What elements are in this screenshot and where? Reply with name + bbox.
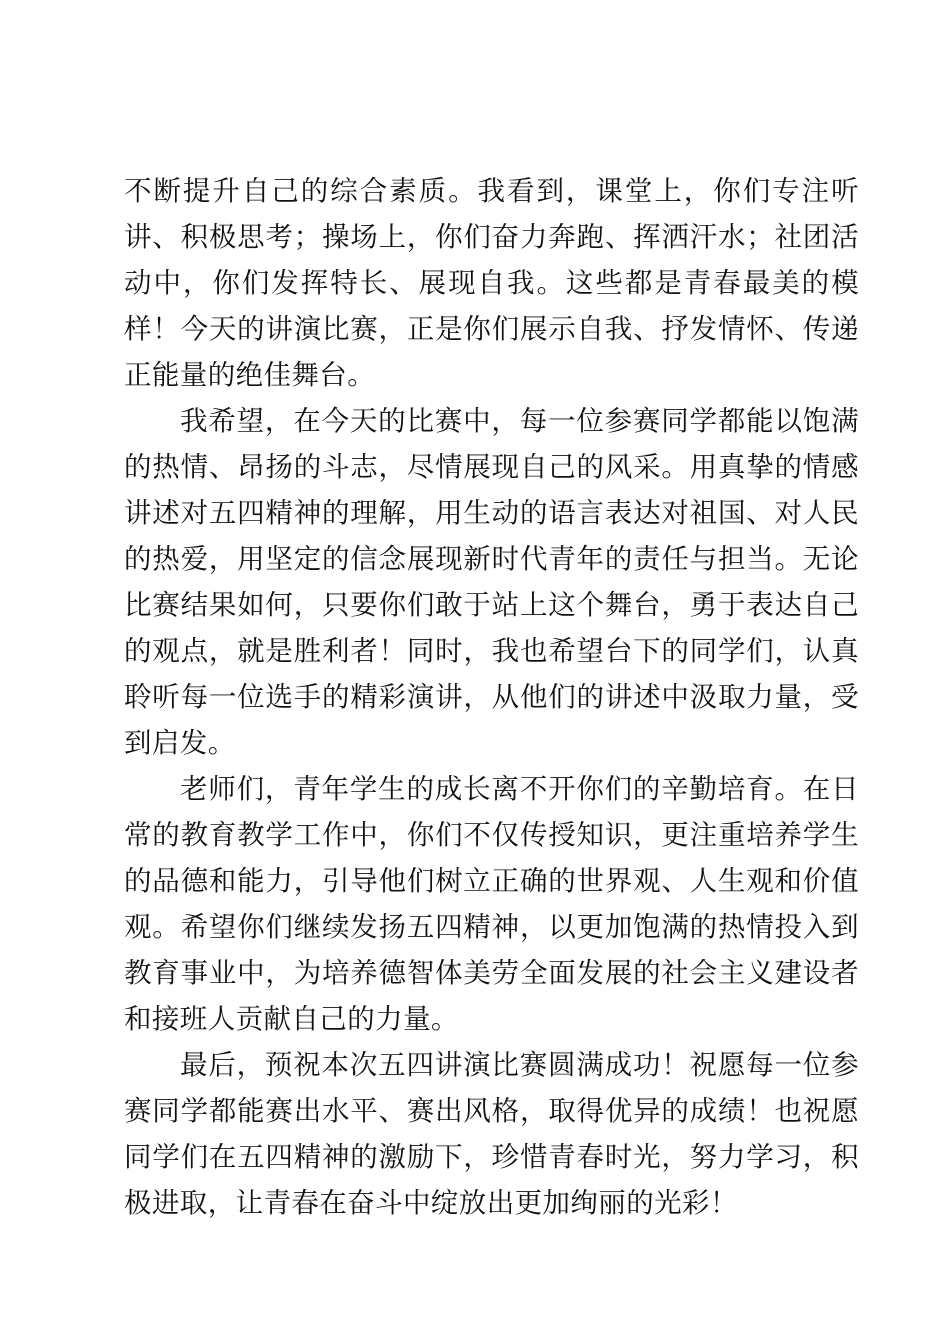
paragraph-3: 老师们，青年学生的成长离不开你们的辛勤培育。在日常的教育教学工作中，你们不仅传授知识，更注重培养学生的品德和能力，引导他们树立正确的世界观、人生观和价值观。希望你们继续发扬五四精神，以更加饱满的热情投入到教育事业中，为培养德智体美劳全面发展的社会主义建设者和接班人贡献自己的力量。 [124, 773, 859, 1035]
paragraph-2: 我希望，在今天的比赛中，每一位参赛同学都能以饱满的热情、昂扬的斗志，尽情展现自己的风采。用真挚的情感讲述对五四精神的理解，用生动的语言表达对祖国、对人民的热爱，用坚定的信念展现新时代青年的责任与担当。无论比赛结果如何，只要你们敢于站上这个舞台，勇于表达自己的观点，就是胜利者！同时，我也希望台下的同学们，认真聆听每一位选手的精彩演讲，从他们的讲述中汲取力量，受到启发。 [124, 405, 859, 759]
paragraph-4: 最后，预祝本次五四讲演比赛圆满成功！祝愿每一位参赛同学都能赛出水平、赛出风格，取得优异的成绩！也祝愿同学们在五四精神的激励下，珍惜青春时光，努力学习，积极进取，让青春在奋斗中绽放出更加绚丽的光彩！ [124, 1049, 859, 1219]
paragraph-1: 不断提升自己的综合素质。我看到，课堂上，你们专注听讲、积极思考；操场上，你们奋力奔跑、挥洒汗水；社团活动中，你们发挥特长、展现自我。这些都是青春最美的模样！今天的讲演比赛，正是你们展示自我、抒发情怀、传递正能量的绝佳舞台。 [124, 175, 859, 391]
document-body [124, 168, 859, 1226]
